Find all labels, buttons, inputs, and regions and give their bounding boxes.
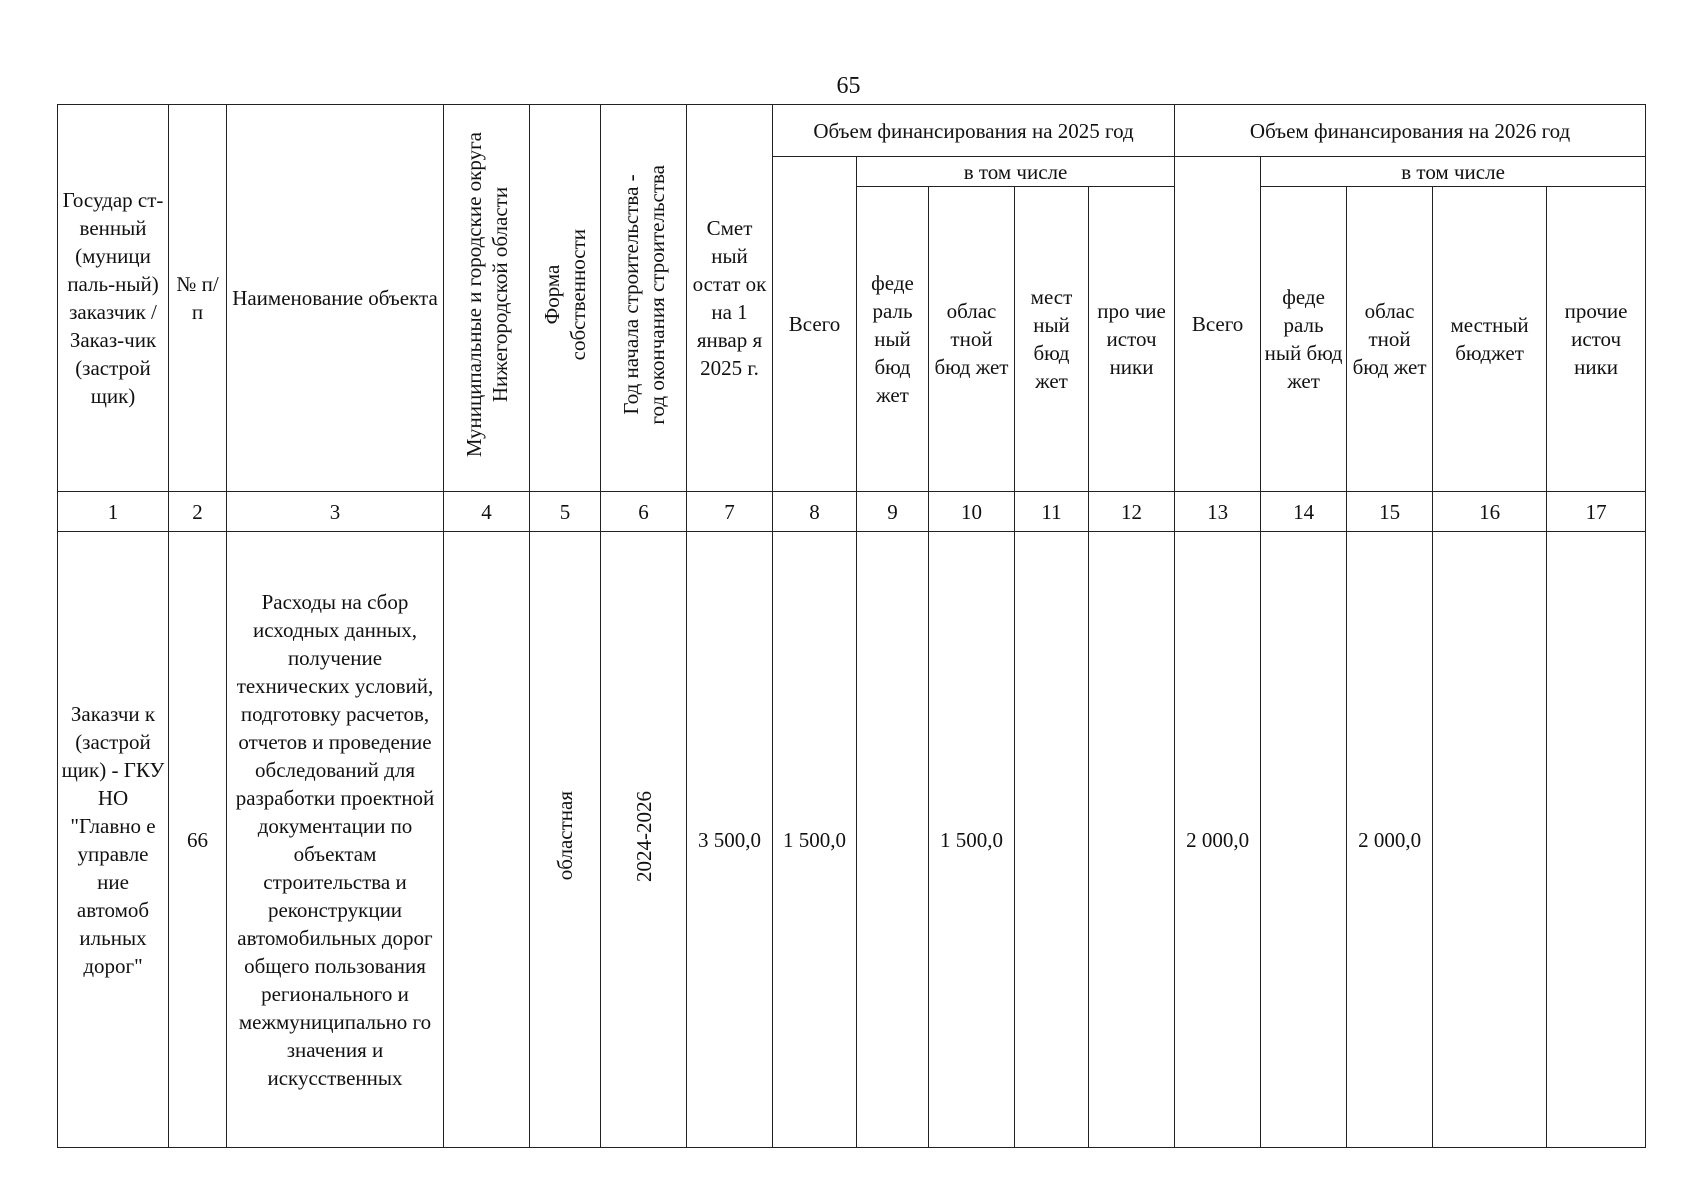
column-number: 6 (601, 492, 687, 532)
header-other-2025: про чие источ ники (1089, 187, 1175, 492)
page-number: 65 (836, 73, 861, 99)
table-row (58, 532, 1646, 1148)
column-number: 12 (1089, 492, 1175, 532)
column-number: 8 (773, 492, 857, 532)
column-number: 11 (1015, 492, 1089, 532)
header-years (601, 105, 687, 492)
column-number: 3 (227, 492, 444, 532)
header-balance: Смет ный остат ок на 1 январ я 2025 г. (687, 105, 773, 492)
row-total-2026: 2 000,0 (1175, 532, 1261, 1148)
row-local-2026 (1433, 532, 1547, 1148)
row-other-2026 (1547, 532, 1646, 1148)
header-regional-2025: облас тной бюд жет (929, 187, 1015, 492)
header-ownership-line1: Форма (540, 264, 564, 325)
row-regional-2025: 1 500,0 (929, 532, 1015, 1148)
row-number: 66 (169, 532, 227, 1148)
column-number: 9 (857, 492, 929, 532)
row-years-text: 2024-2026 (631, 790, 656, 882)
header-local-2026: местный бюджет (1433, 187, 1547, 492)
financing-table (57, 104, 1646, 1148)
row-customer: Заказчи к (застрой щик) - ГКУ НО "Главно е управле ние автомоб ильных дорог" (58, 532, 169, 1148)
column-number: 14 (1261, 492, 1347, 532)
header-total-2026: Всего (1175, 157, 1261, 492)
header-years-line2: год окончания строительства (644, 164, 669, 425)
header-years-line1: Год начала строительства - (618, 174, 643, 415)
header-regional-2026: облас тной бюд жет (1347, 187, 1433, 492)
column-number: 4 (444, 492, 530, 532)
row-balance: 3 500,0 (687, 532, 773, 1148)
row-years (601, 532, 687, 1148)
header-ownership-line2: собственности (566, 228, 590, 361)
column-number: 15 (1347, 492, 1433, 532)
header-including-2026: в том числе (1261, 157, 1646, 187)
header-ownership (530, 105, 601, 492)
header-municipality-line1: Муниципальные и городские округа (461, 131, 486, 458)
row-local-2025 (1015, 532, 1089, 1148)
column-number: 13 (1175, 492, 1261, 532)
header-group-2025: Объем финансирования на 2025 год (773, 105, 1175, 157)
row-regional-2026: 2 000,0 (1347, 532, 1433, 1148)
row-ownership (530, 532, 601, 1148)
row-other-2025 (1089, 532, 1175, 1148)
column-number: 17 (1547, 492, 1646, 532)
row-ownership-text: областная (553, 791, 577, 881)
row-federal-2025 (857, 532, 929, 1148)
column-number: 7 (687, 492, 773, 532)
header-object-name: Наименование объекта (227, 105, 444, 492)
header-municipality (444, 105, 530, 492)
column-number-row (58, 492, 1646, 532)
header-number: № п/п (169, 105, 227, 492)
column-number: 2 (169, 492, 227, 532)
header-local-2025: мест ный бюд жет (1015, 187, 1089, 492)
column-number: 10 (929, 492, 1015, 532)
row-total-2025: 1 500,0 (773, 532, 857, 1148)
header-including-2025: в том числе (857, 157, 1175, 187)
row-federal-2026 (1261, 532, 1347, 1148)
header-federal-2025: феде раль ный бюд жет (857, 187, 929, 492)
row-municipality (444, 532, 530, 1148)
header-other-2026: прочие источ ники (1547, 187, 1646, 492)
column-number: 5 (530, 492, 601, 532)
header-municipality-line2: Нижегородской области (487, 186, 512, 403)
column-number: 1 (58, 492, 169, 532)
header-group-2026: Объем финансирования на 2026 год (1175, 105, 1646, 157)
row-object-name: Расходы на сбор исходных данных, получение технических условий, подготовку расчетов, отчетов и проведение обследований для разработки проектной документации по объектам строительства и реконструкции автомобильных дорог общего пользования регионального и межмуниципально го значения и искусственных (227, 532, 444, 1148)
header-federal-2026: феде раль ный бюд жет (1261, 187, 1347, 492)
header-total-2025: Всего (773, 157, 857, 492)
header-customer: Государ ст-венный (муници паль-ный) заказчик / Заказ-чик (застрой щик) (58, 105, 169, 492)
column-number: 16 (1433, 492, 1547, 532)
